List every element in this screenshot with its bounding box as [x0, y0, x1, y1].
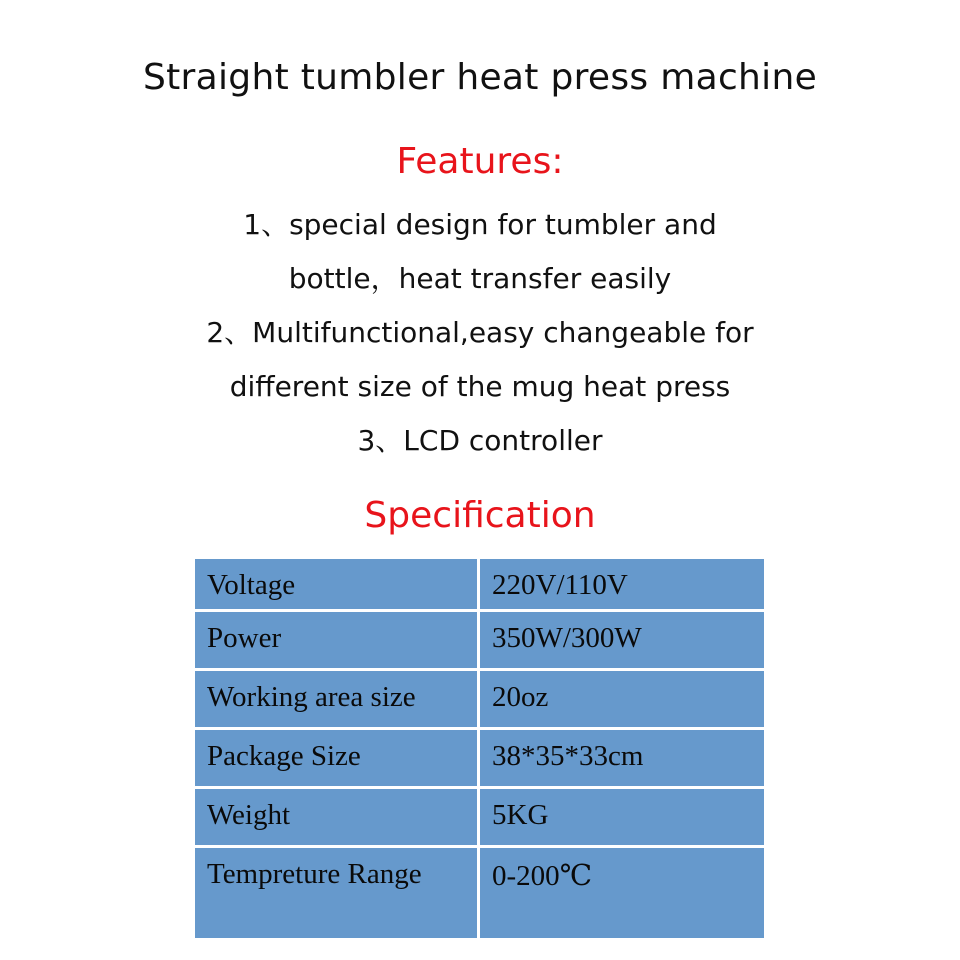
- table-row: [195, 730, 764, 786]
- table-row: [195, 848, 764, 938]
- spec-value-temperature-range: 0-200℃: [480, 848, 764, 938]
- table-row: [195, 789, 764, 845]
- table-row: [195, 559, 764, 609]
- feature-line: 2、Multifunctional,easy changeable for: [206, 316, 754, 349]
- feature-line: different size of the mug heat press: [229, 370, 731, 403]
- spec-value-voltage: 220V/110V: [480, 559, 764, 609]
- spec-label-working-area: Working area size: [195, 671, 477, 727]
- page-title: Straight tumbler heat press machine: [142, 57, 818, 98]
- feature-line: 1、special design for tumbler and: [243, 208, 717, 241]
- specification-heading: Specification: [364, 495, 596, 536]
- spec-label-weight: Weight: [195, 789, 477, 845]
- spec-value-power: 350W/300W: [480, 612, 764, 668]
- spec-label-temperature-range: Tempreture Range: [195, 848, 477, 938]
- spec-label-voltage: Voltage: [195, 559, 477, 609]
- specification-table: [192, 556, 767, 941]
- spec-label-power: Power: [195, 612, 477, 668]
- spec-value-weight: 5KG: [480, 789, 764, 845]
- spec-label-package-size: Package Size: [195, 730, 477, 786]
- table-row: [195, 671, 764, 727]
- spec-value-working-area: 20oz: [480, 671, 764, 727]
- feature-line: 3、LCD controller: [357, 424, 603, 457]
- features-heading: Features:: [396, 141, 564, 182]
- table-row: [195, 612, 764, 668]
- features-list: [0, 198, 960, 468]
- feature-line: bottle，heat transfer easily: [288, 262, 672, 295]
- spec-value-package-size: 38*35*33cm: [480, 730, 764, 786]
